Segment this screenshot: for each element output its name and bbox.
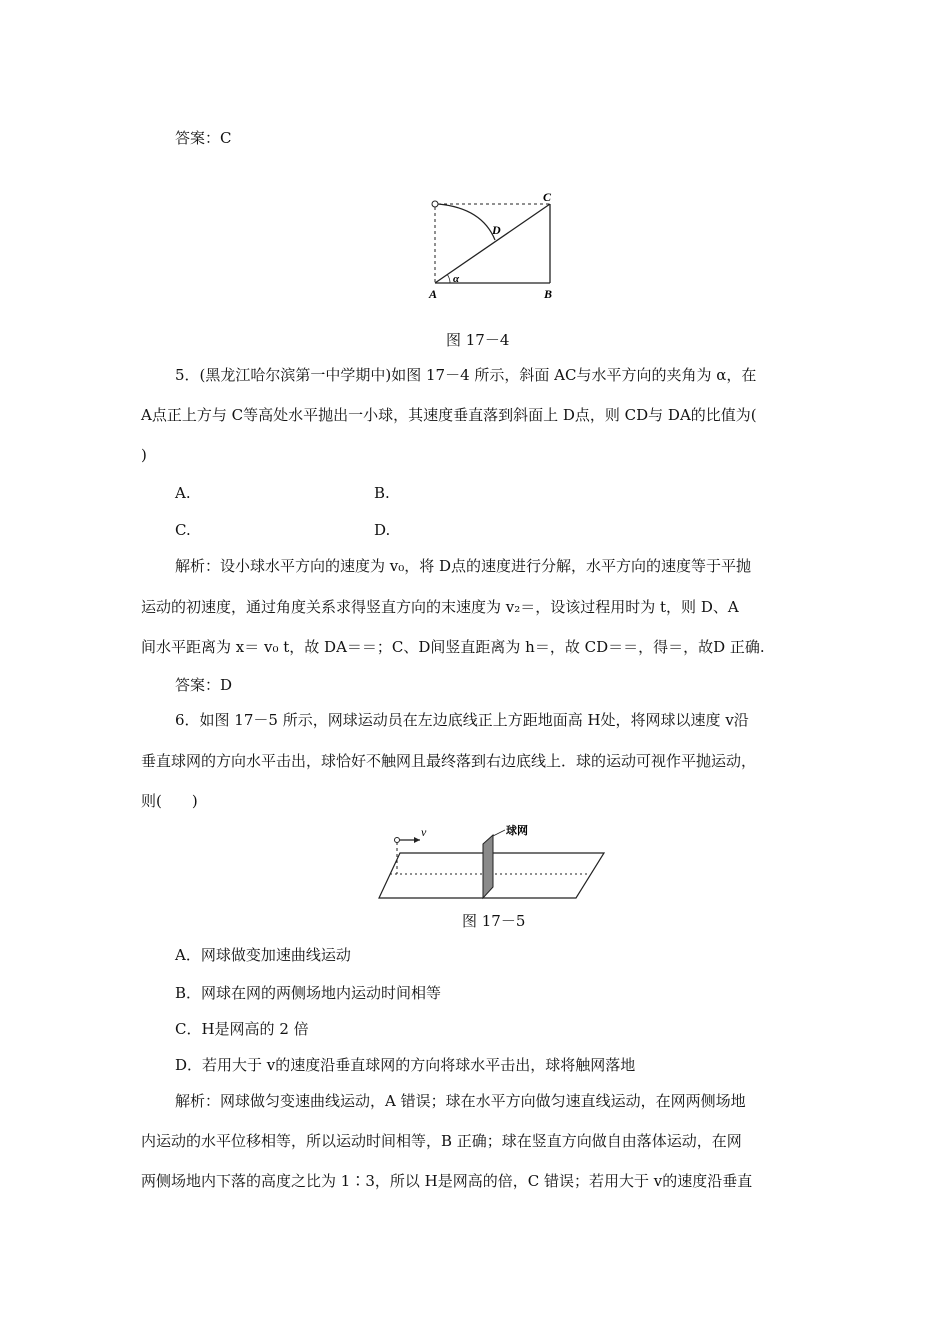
- q5-option-c: C.: [175, 521, 191, 539]
- q6-line-1: 6．如图 17－5 所示，网球运动员在左边底线正上方距地面高 H处，将网球以速度 v沿: [175, 711, 749, 729]
- analysis5-line-1: 解析：设小球水平方向的速度为 v₀，将 D点的速度进行分解，水平方向的速度等于平抛: [175, 557, 752, 575]
- label-b: B: [544, 287, 553, 301]
- label-c: C: [543, 190, 552, 204]
- net-label-line: [493, 830, 505, 836]
- label-alpha: α: [453, 273, 460, 285]
- figure-17-4-caption: 图 17－4: [446, 331, 510, 349]
- figure-17-4: [420, 190, 570, 302]
- figure-17-5-caption: 图 17－5: [462, 912, 526, 930]
- analysis6-line-3: 两侧场地内下落的高度之比为 1∶3，所以 H是网高的倍，C 错误；若用大于 v的速度沿垂直: [141, 1172, 753, 1190]
- velocity-arrowhead: [414, 837, 420, 843]
- q6-line-2: 垂直球网的方向水平击出，球恰好不触网且最终落到右边底线上．球的运动可视作平抛运动，: [141, 752, 757, 770]
- q5-option-d: D.: [374, 521, 391, 539]
- q5-option-a: A.: [175, 484, 191, 502]
- answer-d: 答案：D: [175, 676, 233, 694]
- answer-c: 答案：C: [175, 129, 232, 147]
- analysis5-line-3: 间水平距离为 x＝ v₀ t，故 DA＝＝；C、D间竖直距离为 h＝，故 CD＝＝，得＝，故D 正确.: [141, 638, 765, 656]
- analysis6-line-2: 内运动的水平位移相等，所以运动时间相等，B 正确；球在竖直方向做自由落体运动，在网: [141, 1132, 742, 1150]
- q5-line-2: A点正上方与 C等高处水平抛出一小球，其速度垂直落到斜面上 D点，则 CD与 DA的比值为(: [141, 406, 757, 424]
- q5-line-3: ): [141, 446, 147, 464]
- label-a: A: [429, 287, 438, 301]
- q6-option-c: C．H是网高的 2 倍: [175, 1020, 309, 1038]
- q6-option-b: B．网球在网的两侧场地内运动时间相等: [175, 984, 442, 1002]
- launch-point: [432, 201, 438, 207]
- ball: [395, 838, 400, 843]
- label-v: v: [421, 825, 427, 839]
- net: [483, 835, 493, 898]
- q5-line-1: 5．(黑龙江哈尔滨第一中学期中)如图 17－4 所示，斜面 AC与水平方向的夹角为 α，在: [175, 366, 757, 384]
- label-d: D: [492, 223, 501, 237]
- analysis6-line-1: 解析：网球做匀变速曲线运动，A 错误；球在水平方向做匀速直线运动，在网两侧场地: [175, 1092, 746, 1110]
- trajectory-curve: [438, 204, 495, 240]
- analysis5-line-2: 运动的初速度，通过角度关系求得竖直方向的末速度为 v₂＝，设该过程用时为 t，则 D、A: [141, 598, 739, 616]
- slope-ac: [435, 204, 550, 283]
- q6-option-d: D．若用大于 v的速度沿垂直球网的方向将球水平击出，球将触网落地: [175, 1056, 636, 1074]
- q5-option-b: B.: [374, 484, 390, 502]
- q6-line-3: 则( ): [141, 792, 198, 810]
- angle-arc: [448, 275, 451, 283]
- figure-17-5: [372, 822, 612, 902]
- q6-option-a: A．网球做变加速曲线运动: [175, 946, 351, 964]
- label-net: 球网: [506, 825, 528, 837]
